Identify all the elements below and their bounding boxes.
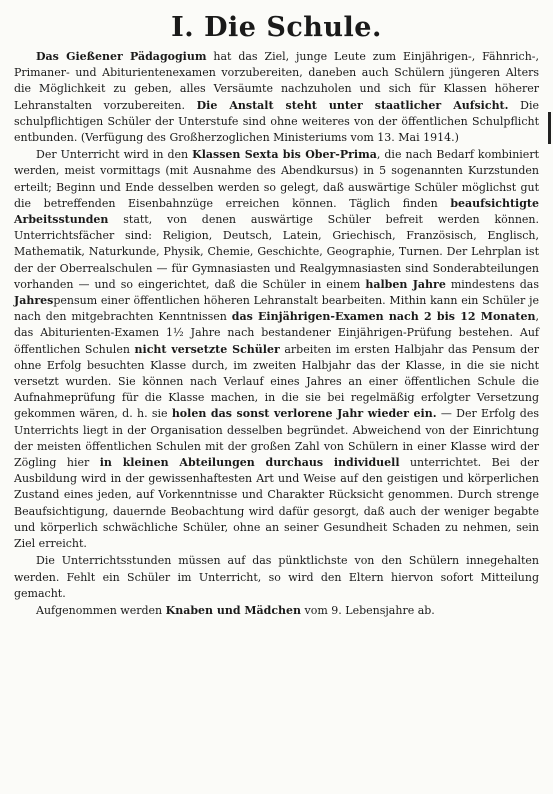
bold-phrase: beaufsichtigte Arbeitsstunden [14,196,539,227]
text-run: Der Unterricht wird in den [36,148,193,162]
text-run: unterrichtet. Bei der Ausbildung wird in der gewissenhaftesten Art und Weise auf den geistigen und körperlichen Zustand eines jeden, auf Vorkenntnisse und Charakter Rücksicht genommen. Durch strenge Beaufsichtigung, dauernde Beobachtung wird dafür gesorgt, daß auch der weniger begabte und körperlich schwächliche Schüler, ohne an seiner Gesundheit Schaden zu nehmen, sein Ziel erreicht. [14,456,539,551]
text-run: pensum einer öffentlichen höheren Lehranstalt bearbeiten. Mithin kann ein Schüler je nach den mitgebrachten Kenntnissen [14,294,539,324]
bold-phrase: in kleinen Abteilungen durchaus individuell [99,456,400,470]
page-title: I. Die Schule. [171,12,382,43]
text-run: vom 9. Lebensjahre ab. [301,603,435,617]
text-run: statt, von denen auswärtige Schüler befreit werden können. Unterrichtsfächer sind: Religion, Deutsch, Latein, Griechisch, Französisch, Englisch, Mathematik, Naturkunde, Physik, Chemie, Geschichte, Geographie, Turnen. Der Lehrplan ist der der Oberrealschulen — für Gymnasiasten und Realgymnasiasten sind Sonderabteilungen vorhanden — und so eingerichtet, daß die Schüler in einem [14,213,539,291]
paragraph-goal [14,49,539,146]
text-run: Aufgenommen werden [36,603,166,617]
paragraph-instruction [14,147,539,552]
text-run: mindestens das [445,277,539,291]
bold-phrase: holen das sonst verlorene Jahr wieder ein. [171,407,437,421]
text-run: — Der Erfolg des Unterrichts liegt in der Organisation desselben begründet. Abweichend von der Einrichtung der meisten öffentlichen Schulen mit der großen Zahl von Schülern in einer Klasse wird der Zögling hier [14,407,539,470]
bold-phrase: Knaben und Mädchen [165,603,302,617]
text-run: , das Abiturienten-Examen 1½ Jahre nach bestandener Einjährigen-Prüfung bestehen. Auf öffentlichen Schulen [14,310,539,356]
margin-mark [548,112,551,144]
bold-phrase: Klassen Sexta bis Ober-Prima [192,148,377,162]
bold-phrase: nicht versetzte Schüler [134,342,280,356]
bold-phrase: Die Anstalt steht unter staatlicher Aufsicht. [196,98,509,112]
text-run: arbeiten im ersten Halbjahr das Pensum der ohne Erfolg besuchten Klasse durch, im zweiten Halbjahr das der Klasse, in die sie nicht versetzt wurden. Sie können nach Verlauf eines Jahres an einer öffentlichen Schule die Aufnahmeprüfung für die Klasse machen, in die sie bei regelmäßig erfolgter Versetzung gekommen wären, d. h. sie [14,342,539,421]
text-run: , die nach Bedarf kombiniert werden, meist vormittags (mit Ausnahme des Abendkursus) in 5 sogenannten Kurzstunden erteilt; Beginn und Ende desselben werden so gelegt, daß auswärtige Schüler möglichst gut die betreffenden Eisenbahnzüge erreichen können. Täglich finden [14,148,539,210]
paragraph-attendance [14,553,539,602]
bold-phrase: Jahres [14,294,54,308]
text-run: hat das Ziel, junge Leute zum Einjährigen-, Fähnrich-, Primaner- und Abiturientenexamen vorzubereiten, daneben auch Schülern jüngeren Alters die Möglichkeit zu geben, alles Versäumte nachzuholen und sich für Klassen höherer Lehranstalten vorzubereiten. [14,50,539,112]
bold-phrase: Das Gießener Pädagogium [36,50,207,63]
text-run: Die Unterrichtsstunden müssen auf das pünktlichste von den Schülern innegehalten werden. Fehlt ein Schüler im Unterricht, so wird den Eltern hiervon sofort Mitteilung gemacht. [14,554,539,600]
bold-phrase: das Einjährigen-Examen nach 2 bis 12 Monaten [231,310,536,324]
body-text [14,49,539,619]
paragraph-admission [14,603,539,619]
bold-phrase: halben Jahre [365,277,446,291]
text-run: Die schulpflichtigen Schüler der Unterstufe sind ohne weiteres von der öffentlichen Schulpflicht entbunden. (Verfügung des Großherzoglichen Ministeriums vom 13. Mai 1914.) [14,98,540,145]
